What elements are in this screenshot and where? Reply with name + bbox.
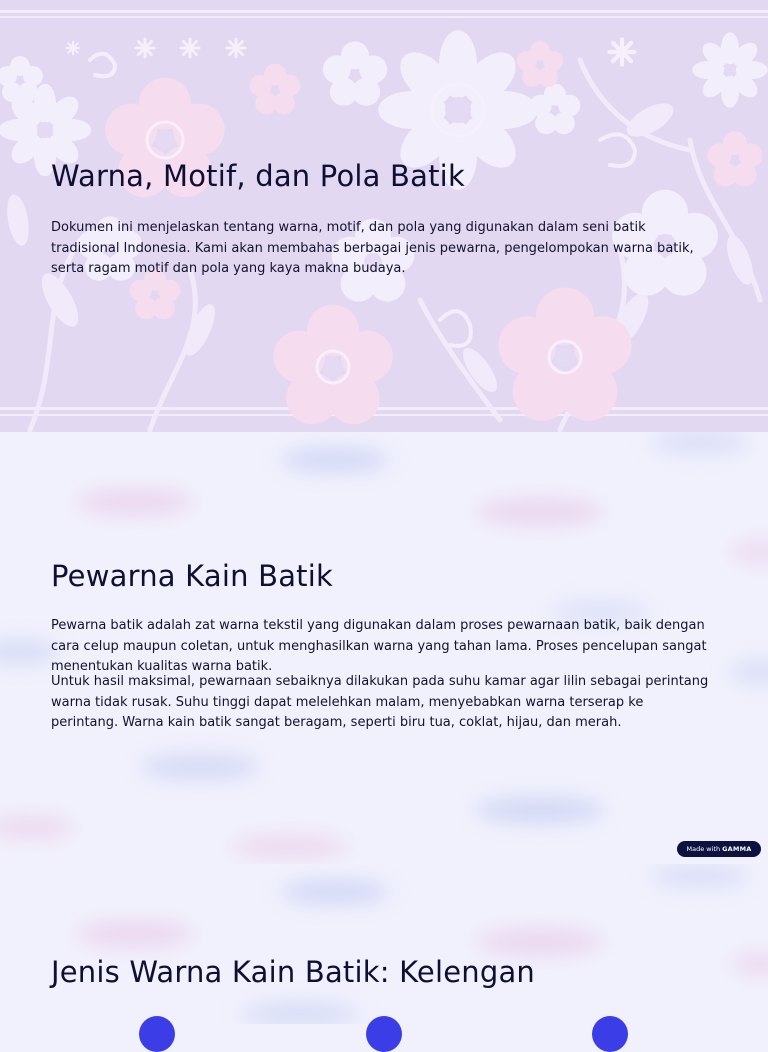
section-icon-circle-3: [592, 1016, 628, 1052]
section-jenis-content: [51, 952, 751, 992]
section-pewarna-content: [51, 556, 711, 734]
hero-section: [0, 0, 768, 432]
brand-logo-text: GAMMA: [722, 845, 752, 853]
hero-content: [51, 156, 711, 280]
section-title-jenis-warna: Jenis Warna Kain Batik: Kelengan: [51, 955, 535, 989]
blurred-dots-background: [0, 864, 768, 1024]
section-jenis-warna: [0, 864, 768, 1024]
made-with-label: Made with: [686, 845, 723, 853]
section-icon-circle-1: [139, 1016, 175, 1052]
section-pewarna-kain-batik: [0, 432, 768, 864]
pewarna-paragraph-1: Pewarna batik adalah zat warna tekstil yang digunakan dalam proses pewarnaan batik, baik dengan cara celup maupun coletan, untuk menghasilkan warna yang tahan lama. Proses pencelupan sangat menentukan kualitas warna batik.: [51, 618, 707, 675]
made-with-badge[interactable]: [677, 841, 761, 857]
section-title-pewarna: Pewarna Kain Batik: [51, 559, 333, 593]
hero-description: Dokumen ini menjelaskan tentang warna, motif, dan pola yang digunakan dalam seni batik tradisional Indonesia. Kami akan membahas berbagai jenis pewarna, pengelompokan warna batik, serta ragam motif dan pola yang kaya makna budaya.: [51, 220, 694, 277]
page-title: Warna, Motif, dan Pola Batik: [51, 159, 465, 193]
pewarna-paragraph-2: Untuk hasil maksimal, pewarnaan sebaiknya dilakukan pada suhu kamar agar lilin sebagai perintang warna tidak rusak. Suhu tinggi dapat melelehkan malam, menyebabkan warna terserap ke perintang. Warna kain batik sangat beragam, seperti biru tua, coklat, hijau, dan merah.: [51, 674, 709, 731]
section-icon-circle-2: [366, 1016, 402, 1052]
